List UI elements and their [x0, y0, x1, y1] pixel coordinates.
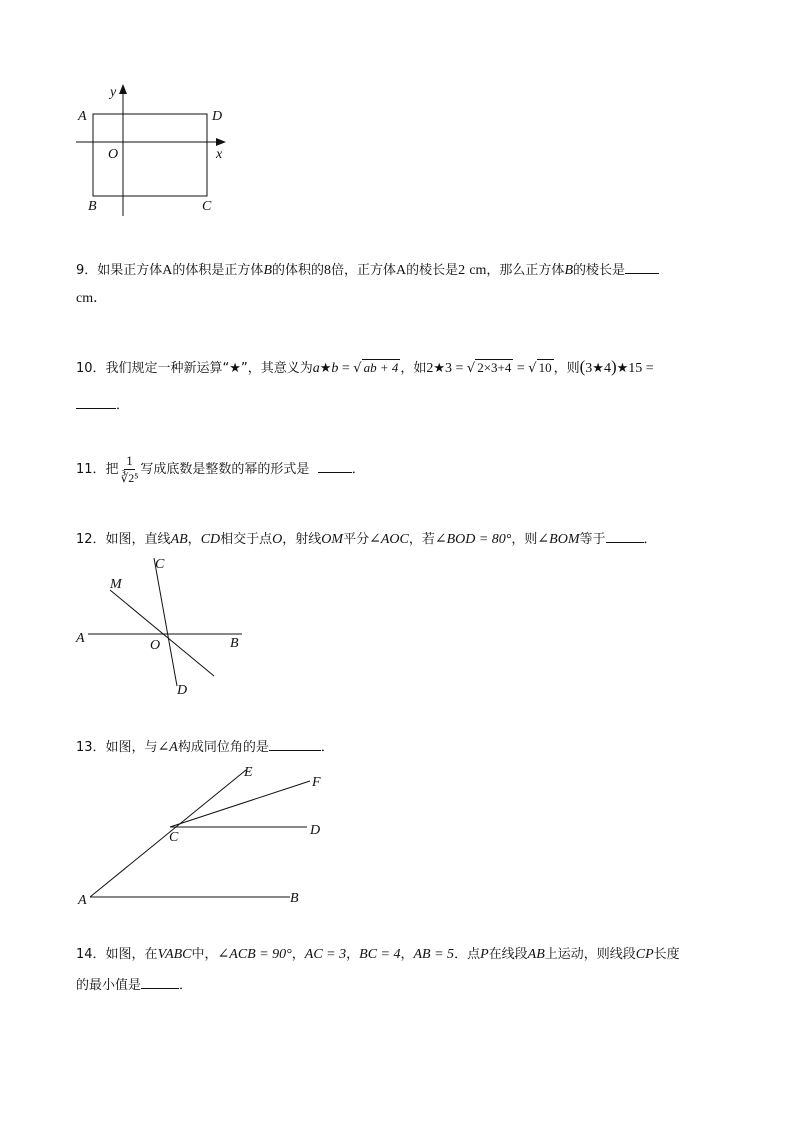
question-9: 9．如果正方体A的体积是正方体B的体积的8倍，正方体A的棱长是2 cm，那么正方体B的棱长是 [76, 261, 659, 280]
label-o: O [150, 638, 161, 653]
label-f: F [312, 775, 321, 790]
coordinate-rectangle-figure [70, 80, 240, 220]
question-number: 12． [76, 532, 106, 547]
question-13: 13．如图，与∠A构成同位角的是 ． [76, 740, 334, 755]
question-12: 12．如图，直线AB，CD相交于点O，射线OM平分∠AOC，若∠BOD = 80°，则∠BOM等于 ． [76, 532, 657, 547]
y-axis-arrow [119, 84, 127, 94]
question-10-line2: ． [76, 396, 129, 415]
question-number: 9． [76, 263, 98, 278]
sqrt-ab-plus-4: √ ab + 4 [353, 360, 399, 376]
label-y: y [110, 85, 117, 100]
label-d: D [212, 109, 223, 124]
question-number: 10． [76, 361, 106, 376]
label-b: B [230, 636, 239, 651]
question-number: 14． [76, 947, 106, 962]
label-a: A [76, 631, 85, 646]
label-d: D [310, 823, 321, 838]
answer-blank [606, 530, 644, 543]
fraction-one-over-cuberoot: $\frac{1}{\text{∛2⁵}}$ [120, 453, 139, 485]
label-d: D [177, 683, 188, 698]
label-o: O [108, 147, 119, 162]
question-9-line2: cm． [76, 291, 108, 306]
answer-blank [141, 976, 179, 989]
answer-blank [76, 396, 116, 409]
label-e: E [244, 765, 253, 780]
line-cf [170, 781, 310, 827]
sqrt-10: √ 10 [528, 360, 552, 376]
angle-lines-figure [70, 760, 330, 910]
label-c: C [155, 557, 165, 572]
intersecting-lines-figure [70, 552, 250, 702]
question-11: 11．把 $\frac{1}{\text{∛2⁵}}$ 写成底数是整数的幂的形式是 ． [76, 453, 365, 485]
question-10: 10．我们规定一种新运算“★”，其意义为a★b = √ ab + 4 ，如2★3 = √ 2×3+4 = √ 10 ，则(3★4)★15 = [76, 357, 654, 376]
label-a: A [78, 893, 87, 908]
line-ae [90, 770, 246, 897]
label-c: C [202, 199, 212, 214]
label-b: B [290, 891, 299, 906]
label-m: M [110, 577, 122, 592]
label-b: B [88, 199, 97, 214]
x-axis-arrow [216, 138, 226, 146]
answer-blank [269, 738, 321, 751]
sqrt-2x3-plus-4: √ 2×3+4 [466, 360, 512, 376]
label-x: x [216, 147, 223, 162]
question-number: 13． [76, 740, 106, 755]
label-a: A [78, 109, 87, 124]
question-14-line2: 的最小值是 ． [76, 978, 193, 993]
question-number: 11． [76, 462, 106, 477]
question-14: 14．如图，在VABC中，∠ACB = 90°，AC = 3，BC = 4，AB = 5．点P在线段AB上运动，则线段CP长度 [76, 947, 680, 962]
label-c: C [169, 830, 179, 845]
answer-blank [318, 460, 352, 473]
answer-blank [625, 261, 659, 274]
line-cd [154, 558, 177, 686]
